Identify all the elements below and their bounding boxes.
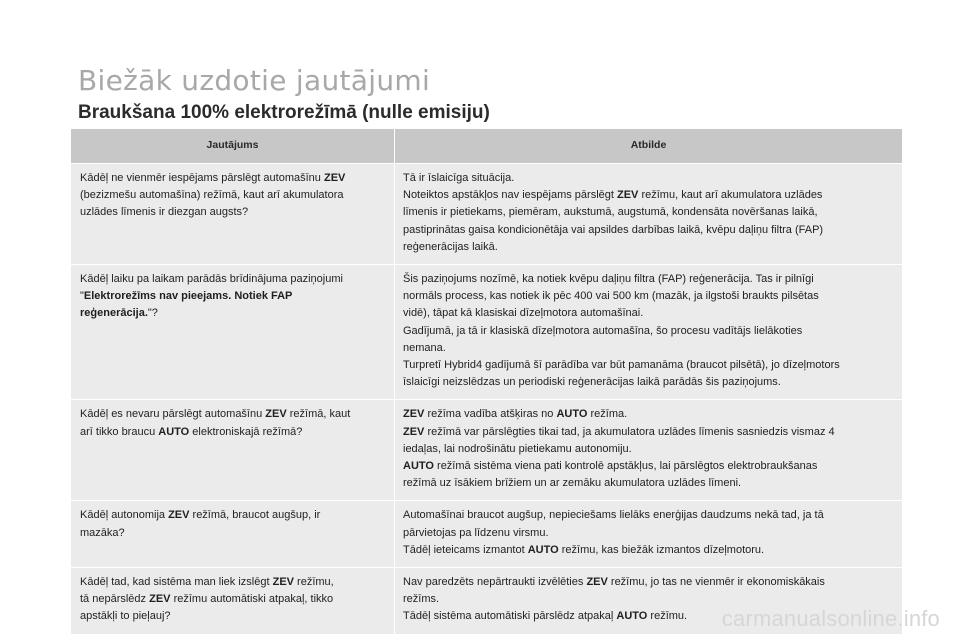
text-run: nemana. bbox=[403, 341, 446, 354]
question-line bbox=[80, 170, 385, 187]
answer-line bbox=[403, 222, 893, 239]
faq-table bbox=[70, 128, 903, 635]
answer-line bbox=[403, 170, 893, 187]
question-line bbox=[80, 608, 385, 625]
bold-term: ZEV bbox=[149, 593, 171, 606]
text-run: iedaļas, lai nodrošinātu pietiekamu autonomiju. bbox=[403, 442, 632, 455]
text-run: Automašīnai braucot augšup, nepieciešams lielāks enerģijas daudzums nekā tad, ja tā bbox=[403, 509, 824, 522]
question-line bbox=[80, 288, 385, 305]
page-title: Biežāk uzdotie jautājumi bbox=[78, 64, 431, 97]
text-run: vidē), tāpat kā klasiskai dīzeļmotora automašīnai. bbox=[403, 307, 644, 320]
answer-cell bbox=[395, 400, 903, 501]
text-run: " bbox=[80, 290, 84, 303]
table-row bbox=[71, 265, 903, 400]
answer-cell bbox=[395, 501, 903, 568]
answer-line bbox=[403, 574, 893, 591]
text-run: elektroniskajā režīmā? bbox=[189, 425, 303, 438]
text-run: Kādēļ laiku pa laikam parādās brīdinājuma paziņojumi bbox=[80, 273, 343, 286]
text-run: Tādēļ ieteicams izmantot bbox=[403, 543, 528, 556]
text-run: režīmu, kas biežāk izmantos dīzeļmotoru. bbox=[558, 543, 765, 556]
answer-cell bbox=[395, 265, 903, 400]
answer-line bbox=[403, 204, 893, 221]
answer-line bbox=[403, 187, 893, 204]
answer-line bbox=[403, 374, 893, 391]
column-header-question: Jautājums bbox=[71, 129, 395, 164]
text-run: Kādēļ autonomija bbox=[80, 509, 169, 522]
table-row bbox=[71, 501, 903, 568]
answer-line bbox=[403, 239, 893, 256]
text-run: režīma. bbox=[587, 408, 628, 421]
bold-term: ZEV bbox=[323, 172, 346, 184]
question-line bbox=[80, 525, 385, 542]
text-run: režīmā, braucot augšup, ir bbox=[189, 509, 321, 522]
column-header-answer: Atbilde bbox=[395, 129, 903, 164]
text-run: režīmu automātiski atpakaļ, tikko bbox=[170, 593, 334, 606]
bold-term: AUTO bbox=[616, 610, 648, 623]
text-run: Kādēļ es nevaru pārslēgt automašīnu bbox=[80, 408, 266, 421]
text-run: tā nepārslēdz bbox=[80, 593, 150, 606]
text-run: apstākļi to pieļauj? bbox=[80, 610, 171, 623]
question-cell bbox=[71, 265, 395, 400]
answer-line bbox=[403, 357, 893, 374]
text-run: režīmā uz īsākiem brīžiem un ar zemāku akumulatora uzlādes līmeni. bbox=[403, 477, 742, 490]
text-run: pārvietojas pa līdzenu virsmu. bbox=[403, 526, 549, 539]
question-line bbox=[80, 406, 385, 423]
watermark: carmanualsonline.info bbox=[721, 606, 940, 631]
text-run: pastiprinātas gaisa kondicionētāja vai apsildes darbības laikā, kvēpu daļiņu filtra (FAP) bbox=[403, 223, 824, 236]
question-cell bbox=[71, 400, 395, 501]
text-run: normāls process, kas notiek ik pēc 400 vai 500 km (mazāk, ja ilgstoši braukts pilsētas bbox=[403, 290, 819, 303]
text-run: (bezizmešu automašīna) režīmā, kaut arī akumulatora bbox=[80, 189, 344, 202]
text-run: režīmā sistēma viena pati kontrolē apstākļus, lai pārslēgtos elektrobraukšanas bbox=[433, 460, 818, 473]
bold-term: AUTO bbox=[403, 460, 434, 473]
question-cell bbox=[71, 164, 395, 265]
text-run: arī tikko braucu bbox=[80, 425, 159, 438]
text-run: reģenerācijas laikā. bbox=[403, 240, 498, 253]
text-run: Gadījumā, ja tā ir klasiskā dīzeļmotora automašīna, šo procesu vadītājs lielākoties bbox=[403, 324, 803, 337]
bold-term: ZEV bbox=[403, 408, 425, 421]
question-line bbox=[80, 187, 385, 204]
answer-line bbox=[403, 271, 893, 288]
answer-line bbox=[403, 288, 893, 305]
question-line bbox=[80, 271, 385, 288]
text-run: "? bbox=[147, 307, 158, 320]
text-run: Tā ir īslaicīga situācija. bbox=[403, 172, 515, 184]
bold-term: AUTO bbox=[527, 543, 559, 556]
bold-term: ZEV bbox=[617, 189, 639, 202]
question-line bbox=[80, 204, 385, 221]
answer-line bbox=[403, 323, 893, 340]
question-line bbox=[80, 591, 385, 608]
text-run: režīmu. bbox=[647, 610, 688, 623]
text-run: Noteiktos apstākļos nav iespējams pārslēgt bbox=[403, 189, 617, 202]
bold-term: AUTO bbox=[556, 408, 588, 421]
answer-line bbox=[403, 458, 893, 475]
text-run: režīmu, jo tas ne vienmēr ir ekonomiskākais bbox=[607, 576, 825, 589]
table-header-row bbox=[71, 129, 903, 164]
bold-term: ZEV bbox=[265, 408, 287, 421]
answer-line bbox=[403, 340, 893, 357]
answer-line bbox=[403, 305, 893, 322]
text-run: uzlādes līmenis ir diezgan augsts? bbox=[80, 206, 249, 219]
text-run: režīmā, kaut bbox=[286, 408, 351, 421]
text-run: režīms. bbox=[403, 593, 440, 606]
question-line bbox=[80, 305, 385, 322]
text-run: Kādēļ tad, kad sistēma man liek izslēgt bbox=[80, 576, 273, 589]
answer-line bbox=[403, 406, 893, 423]
text-run: Turpretī Hybrid4 gadījumā šī parādība var būt pamanāma (braucot pilsētā), jo dīzeļmotors bbox=[403, 359, 840, 372]
text-run: Šis paziņojums nozīmē, ka notiek kvēpu daļiņu filtra (FAP) reģenerācija. Tas ir pilnīgi bbox=[403, 273, 814, 286]
bold-term: Elektrorežīms nav pieejams. Notiek FAP bbox=[83, 290, 293, 303]
text-run: īslaicīgi neizslēdzas un periodiski reģenerācijas laikā parādās šis paziņojums. bbox=[403, 376, 781, 389]
bold-term: AUTO bbox=[158, 425, 190, 438]
faq-table-body bbox=[71, 164, 903, 635]
table-row bbox=[71, 400, 903, 501]
text-run: Tādēļ sistēma automātiski pārslēdz atpakaļ bbox=[403, 610, 617, 623]
bold-term: ZEV bbox=[403, 425, 425, 438]
answer-line bbox=[403, 542, 893, 559]
text-run: Kādēļ ne vienmēr iespējams pārslēgt automašīnu bbox=[80, 172, 324, 184]
text-run: līmenis ir pietiekams, piemēram, aukstumā, augstumā, kondensāta novēršanas laikā, bbox=[403, 206, 818, 219]
question-cell bbox=[71, 568, 395, 635]
text-run: režīmu, kaut arī akumulatora uzlādes bbox=[638, 189, 823, 202]
answer-line bbox=[403, 525, 893, 542]
text-run: režīma vadība atšķiras no bbox=[424, 408, 557, 421]
bold-term: ZEV bbox=[168, 509, 190, 522]
question-cell bbox=[71, 501, 395, 568]
text-run: režīmā var pārslēgties tikai tad, ja akumulatora uzlādes līmenis sasniedzis vismaz 4 bbox=[424, 425, 835, 438]
text-run: mazāka? bbox=[80, 526, 125, 539]
answer-line bbox=[403, 441, 893, 458]
table-row bbox=[71, 164, 903, 265]
answer-line bbox=[403, 507, 893, 524]
text-run: Nav paredzēts nepārtraukti izvēlēties bbox=[403, 576, 587, 589]
question-line bbox=[80, 507, 385, 524]
bold-term: ZEV bbox=[272, 576, 294, 589]
answer-line bbox=[403, 424, 893, 441]
section-title: Braukšana 100% elektrorežīmā (nulle emisiju) bbox=[78, 102, 490, 123]
question-line bbox=[80, 574, 385, 591]
answer-cell bbox=[395, 164, 903, 265]
bold-term: reģenerācija. bbox=[80, 307, 148, 320]
question-line bbox=[80, 424, 385, 441]
bold-term: ZEV bbox=[586, 576, 608, 589]
text-run: režīmu, bbox=[294, 576, 334, 589]
answer-line bbox=[403, 475, 893, 492]
